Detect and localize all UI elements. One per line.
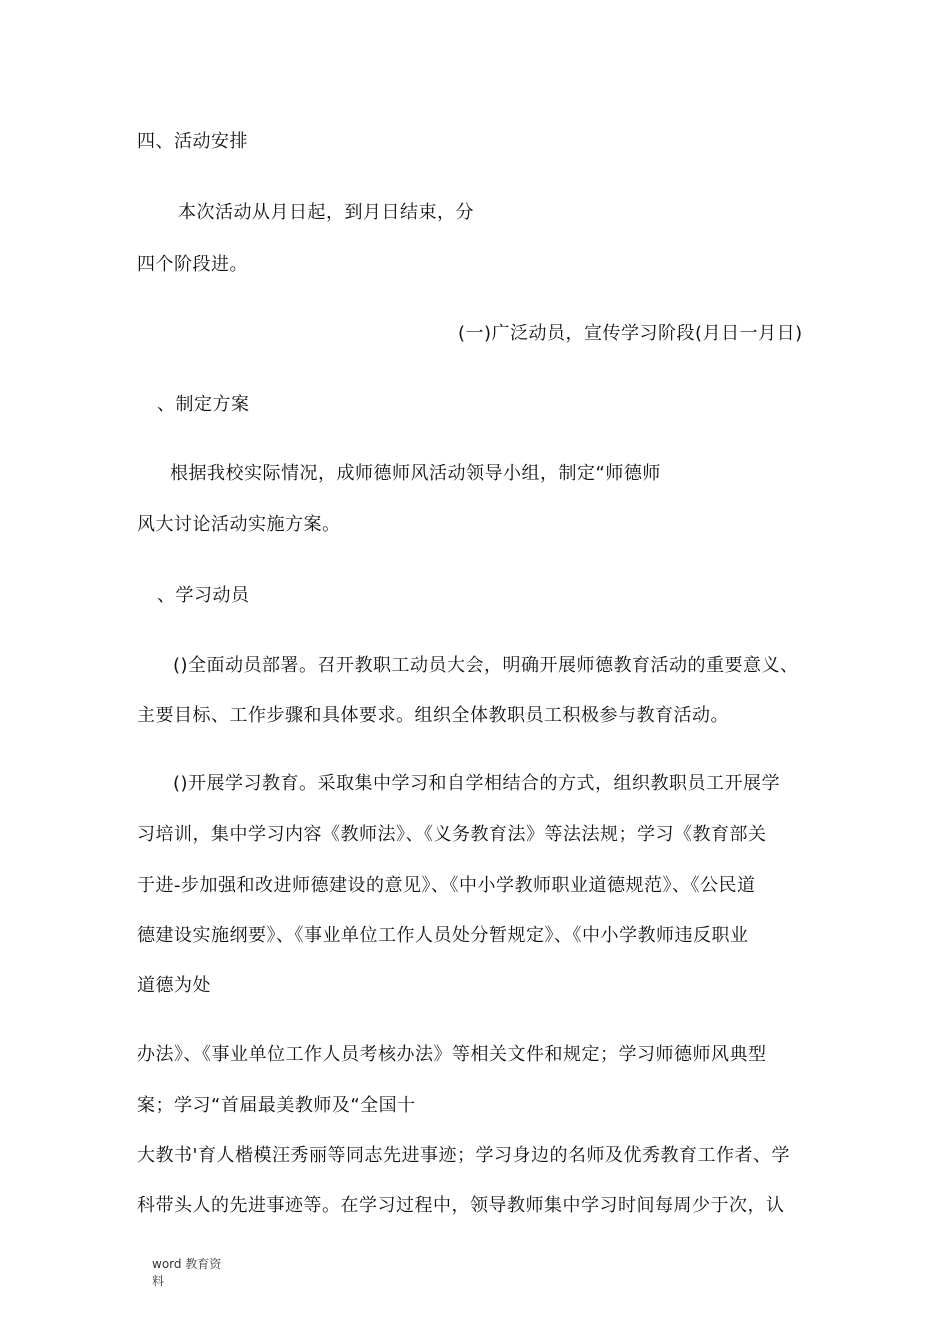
item-1-line-2: 风大讨论活动实施方案。	[137, 514, 341, 535]
footer-line-2: 料	[152, 1274, 165, 1288]
item-2-para-2-line-4: 德建设实施纲要》、《事业单位工作人员处分暂规定》、《中小学教师违反职业	[137, 925, 749, 946]
item-2-para-2-line-3: 于进-步加强和改进师德建设的意见》、《中小学教师职业道德规范》、《公民道	[137, 875, 756, 896]
item-2-para-2-line-5: 道德为处	[137, 975, 211, 996]
item-2-para-3-line-2: 案；学习“首届最美教师及“全国十	[137, 1095, 416, 1116]
item-1-line-1: 根据我校实际情况，成师德师风活动领导小组，制定“师德师	[170, 463, 661, 484]
item-2-heading: 、学习动员	[157, 585, 250, 606]
section-heading: 四、活动安排	[137, 131, 248, 152]
item-2-para-1-line-1: ()全面动员部署。召开教职工动员大会，明确开展师德教育活动的重要意义、	[173, 655, 799, 676]
stage-1-title: (一)广泛动员，宣传学习阶段(月日一月日)	[458, 323, 803, 344]
item-2-para-1-line-2: 主要目标、工作步骤和具体要求。组织全体教职员工积极参与教育活动。	[137, 705, 729, 726]
item-2-para-3-line-3: 大教书'育人楷模汪秀丽等同志先进事迹；学习身边的名师及优秀教育工作者、学	[137, 1145, 790, 1166]
item-2-para-2-line-2: 习培训，集中学习内容《教师法》、《义务教育法》等法法规；学习《教育部关	[137, 824, 767, 845]
item-1-heading: 、制定方案	[157, 394, 250, 415]
intro-line-2: 四个阶段进。	[137, 254, 248, 275]
item-2-para-3-line-4: 科带头人的先进事迹等。在学习过程中，领导教师集中学习时间每周少于次，认	[137, 1195, 785, 1216]
item-2-para-2-line-1: ()开展学习教育。采取集中学习和自学相结合的方式，组织教职员工开展学	[173, 773, 781, 794]
intro-line-1: 本次活动从月日起，到月日结束，分	[178, 202, 474, 223]
footer-line-1: word 教育资	[152, 1257, 222, 1271]
item-2-para-3-line-1: 办法》、《事业单位工作人员考核办法》等相关文件和规定；学习师德师风典型	[137, 1044, 767, 1065]
